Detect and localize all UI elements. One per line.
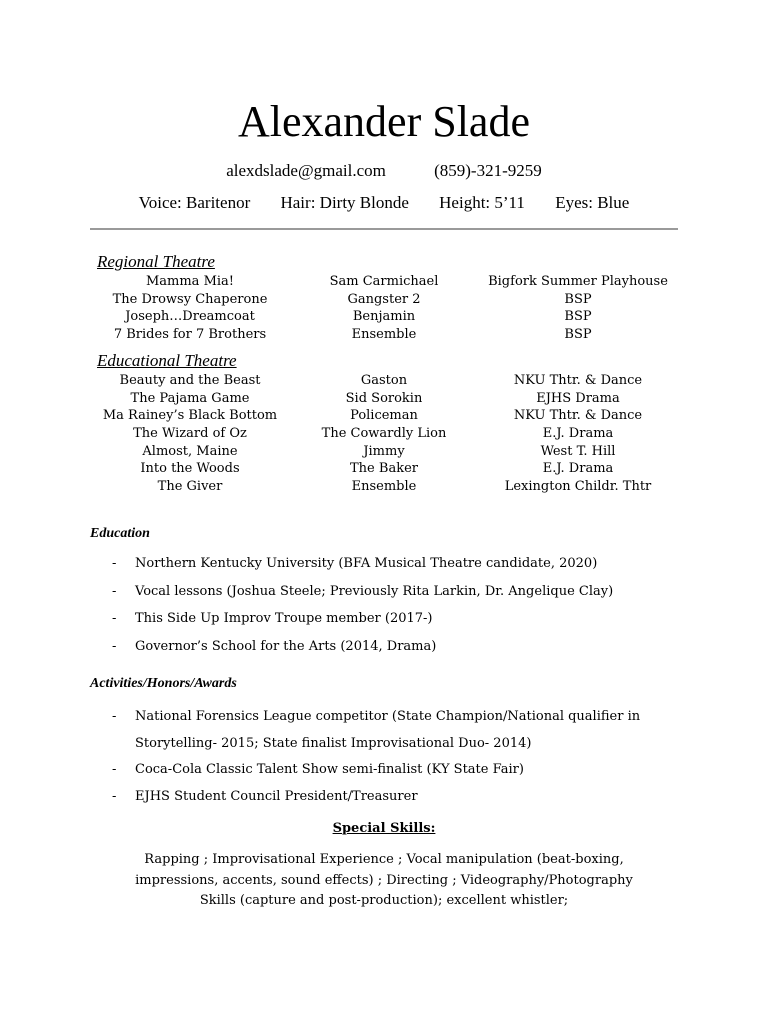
list-item-text: National Forensics League competitor (State Champion/National qualifier in	[135, 709, 641, 724]
regional-theatre-heading: Regional Theatre	[97, 252, 215, 271]
header-divider	[90, 228, 678, 230]
bullet-dash: -	[112, 762, 117, 777]
educational-credits-table	[90, 372, 678, 496]
role-name: Benjamin	[352, 309, 416, 325]
list-item	[112, 638, 672, 666]
list-item-text: This Side Up Improv Troupe member (2017-)	[135, 611, 433, 626]
list-item-text-continued: Storytelling- 2015; State finalist Improvisational Duo- 2014)	[135, 735, 532, 751]
list-item	[112, 704, 652, 757]
show-title: Beauty and the Beast	[119, 373, 261, 388]
credit-row	[90, 443, 678, 461]
email-text: alexdslade@gmail.com	[226, 161, 386, 180]
show-title: The Giver	[157, 479, 223, 495]
venue-name: West T. Hill	[540, 443, 616, 459]
role-name: Jimmy	[363, 443, 405, 459]
show-title: Mamma Mia!	[145, 274, 235, 289]
show-title: The Pajama Game	[130, 390, 250, 406]
bullet-dash: -	[112, 788, 117, 804]
venue-name: NKU Thtr. & Dance	[513, 408, 643, 424]
venue-name: BSP	[564, 327, 592, 343]
show-title: Ma Rainey’s Black Bottom	[102, 408, 278, 424]
show-title: The Drowsy Chaperone	[112, 291, 268, 307]
credit-row	[90, 460, 678, 478]
bullet-dash: -	[112, 583, 117, 599]
role-name: Sid Sorokin	[345, 390, 423, 406]
activities-heading: Activities/Honors/Awards	[90, 676, 237, 691]
hair-stat: Hair: Dirty Blonde	[280, 193, 409, 212]
special-skills-heading: Special Skills:	[332, 821, 436, 836]
show-title: Almost, Maine	[142, 443, 238, 459]
show-title: Joseph…Dreamcoat	[125, 309, 255, 325]
role-name: Policeman	[350, 408, 418, 424]
credit-row	[90, 478, 678, 496]
list-item	[112, 784, 652, 811]
credit-row	[90, 425, 678, 443]
role-name: Ensemble	[351, 327, 417, 343]
list-item	[112, 610, 672, 638]
venue-name: E.J. Drama	[542, 426, 614, 442]
credit-row	[90, 326, 678, 344]
activities-list	[112, 704, 652, 810]
education-list	[112, 555, 672, 665]
eyes-stat: Eyes: Blue	[555, 193, 630, 212]
list-item	[112, 757, 652, 784]
list-item-text: Vocal lessons (Joshua Steele; Previously Rita Larkin, Dr. Angelique Clay)	[135, 583, 614, 599]
venue-name: BSP	[564, 291, 592, 307]
venue-name: EJHS Drama	[536, 390, 620, 406]
show-title: 7 Brides for 7 Brothers	[113, 327, 267, 343]
show-title: Into the Woods	[140, 461, 240, 477]
venue-name: BSP	[564, 309, 592, 325]
credit-row	[90, 308, 678, 326]
special-skills-text: Rapping ; Improvisational Experience ; Vocal manipulation (beat-boxing, impressions, accents, sound effects) ; Directing ; Videography/Photography Skills (capture and post-production); excellent whistler;	[135, 852, 633, 908]
credit-row	[90, 273, 678, 291]
list-item-text: Northern Kentucky University (BFA Musical Theatre candidate, 2020)	[135, 556, 598, 571]
educational-theatre-heading: Educational Theatre	[97, 351, 237, 370]
bullet-dash: -	[112, 709, 117, 724]
venue-name: NKU Thtr. & Dance	[513, 373, 643, 388]
credit-row	[90, 291, 678, 309]
height-stat: Height: 5’11	[439, 193, 525, 212]
role-name: The Cowardly Lion	[321, 426, 447, 442]
contact-line	[0, 160, 768, 182]
applicant-name: Alexander Slade	[238, 97, 530, 146]
physical-stats-line	[0, 192, 768, 214]
venue-name: Lexington Childr. Thtr	[504, 479, 652, 495]
credit-row	[90, 372, 678, 390]
list-item-text: Governor’s School for the Arts (2014, Drama)	[135, 638, 437, 654]
show-title: The Wizard of Oz	[133, 426, 247, 442]
credit-row	[90, 407, 678, 425]
list-item	[112, 555, 672, 583]
regional-credits-table	[90, 273, 678, 344]
bullet-dash: -	[112, 611, 117, 626]
role-name: The Baker	[350, 461, 418, 477]
bullet-dash: -	[112, 638, 117, 654]
education-heading: Education	[90, 526, 150, 541]
credit-row	[90, 390, 678, 408]
venue-name: E.J. Drama	[542, 461, 614, 477]
bullet-dash: -	[112, 556, 117, 571]
phone-text: (859)-321-9259	[434, 161, 542, 180]
voice-stat: Voice: Baritenor	[138, 193, 251, 212]
role-name: Gangster 2	[347, 291, 421, 307]
list-item	[112, 583, 672, 611]
list-item-text: EJHS Student Council President/Treasurer	[135, 788, 418, 804]
role-name: Ensemble	[351, 479, 417, 495]
venue-name: Bigfork Summer Playhouse	[488, 274, 668, 289]
role-name: Gaston	[360, 373, 408, 388]
role-name: Sam Carmichael	[329, 274, 439, 289]
list-item-text: Coca-Cola Classic Talent Show semi-finalist (KY State Fair)	[135, 762, 524, 777]
